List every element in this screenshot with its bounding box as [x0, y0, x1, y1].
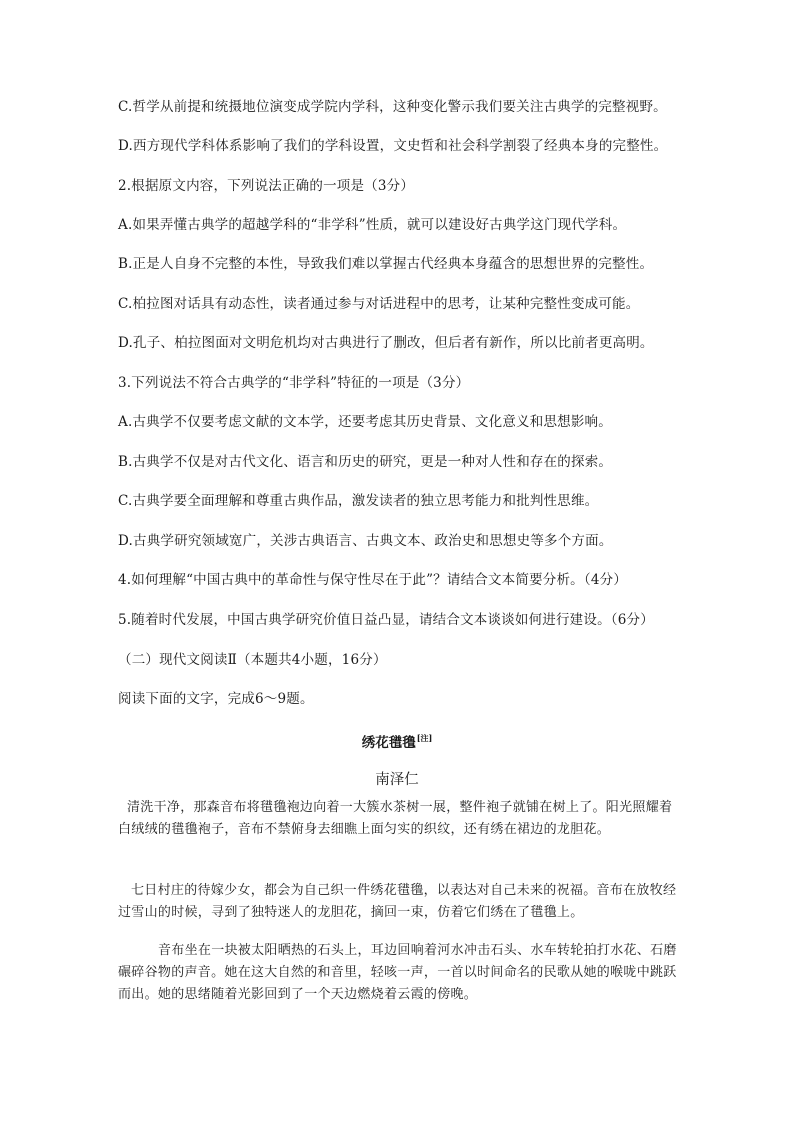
question-3: 3.下列说法不符合古典学的“非学科”特征的一项是（3分） [118, 375, 470, 391]
option-d-q1: D.西方现代学科体系影响了我们的学科设置，文史哲和社会科学割裂了经典本身的完整性。 [118, 138, 668, 154]
option-d-q3: D.古典学研究领域宽广，关涉古典语言、古典文本、政治史和思想史等多个方面。 [118, 533, 613, 549]
reading-instruction: 阅读下面的文字，完成6～9题。 [118, 691, 314, 707]
option-d-q2: D.孔子、柏拉图面对文明危机均对古典进行了删改，但后者有新作，所以比前者更高明。 [118, 335, 654, 351]
story-paragraph-1: 清洗干净，那森音布将氆氇袍边向着一大簇水茶树一展，整件袍子就铺在树上了。阳光照耀着白绒绒的氆氇袍子，音布不禁俯身去细瞧上面匀实的织纹，还有绣在裙边的龙胆花。 [118, 800, 673, 837]
option-c-q2: C.柏拉图对话具有动态性，读者通过参与对话进程中的思考，让某种完整性变成可能。 [118, 296, 640, 312]
option-c-q3: C.古典学要全面理解和尊重古典作品，激发读者的独立思考能力和批判性思维。 [118, 493, 599, 509]
option-b-q2: B.正是人自身不完整的本性，导致我们难以掌握古代经典本身蕴含的思想世界的完整性。 [118, 256, 654, 272]
section-heading: （二）现代文阅读Ⅱ（本题共4小题，16分） [118, 652, 387, 668]
story-author: 南泽仁 [375, 772, 419, 788]
question-5: 5.随着时代发展，中国古典学研究价值日益凸显，请结合文本谈谈如何进行建设。（6分） [118, 612, 654, 628]
story-paragraph-3: 音布坐在一块被太阳晒热的石头上，耳边回响着河水冲击石头、水车转轮拍打水花、石磨碾碎谷物的声音。她在这大自然的和音里，轻咳一声，一首以时间命名的民歌从她的喉咙中跳跃而出。她的思绪随着光影回到了一个天边燃烧着云霞的傍晚。 [118, 943, 677, 1002]
story-title-text: 绣花氆氇 [361, 735, 416, 751]
option-a-q3: A.古典学不仅要考虑文献的文本学，还要考虑其历史背景、文化意义和思想影响。 [118, 414, 612, 430]
story-title [0, 731, 794, 751]
question-2: 2.根据原文内容，下列说法正确的一项是（3分） [118, 178, 415, 194]
footnote-marker: [注] [416, 733, 433, 743]
story-paragraph-2: 七日村庄的待嫁少女，都会为自己织一件绣花氆氇，以表达对自己未来的祝福。音布在放牧经过雪山的时候，寻到了独特迷人的龙胆花，摘回一束，仿着它们绣在了氆氇上。 [118, 883, 677, 920]
option-c-q1: C.哲学从前提和统摄地位演变成学院内学科，这种变化警示我们要关注古典学的完整视野。 [118, 99, 667, 115]
option-a-q2: A.如果弄懂古典学的超越学科的“非学科”性质，就可以建设好古典学这门现代学科。 [118, 217, 627, 233]
option-b-q3: B.古典学不仅是对古代文化、语言和历史的研究，更是一种对人性和存在的探索。 [118, 454, 613, 470]
question-4: 4.如何理解“中国古典中的革命性与保守性尽在于此”？请结合文本简要分析。（4分） [118, 572, 628, 588]
